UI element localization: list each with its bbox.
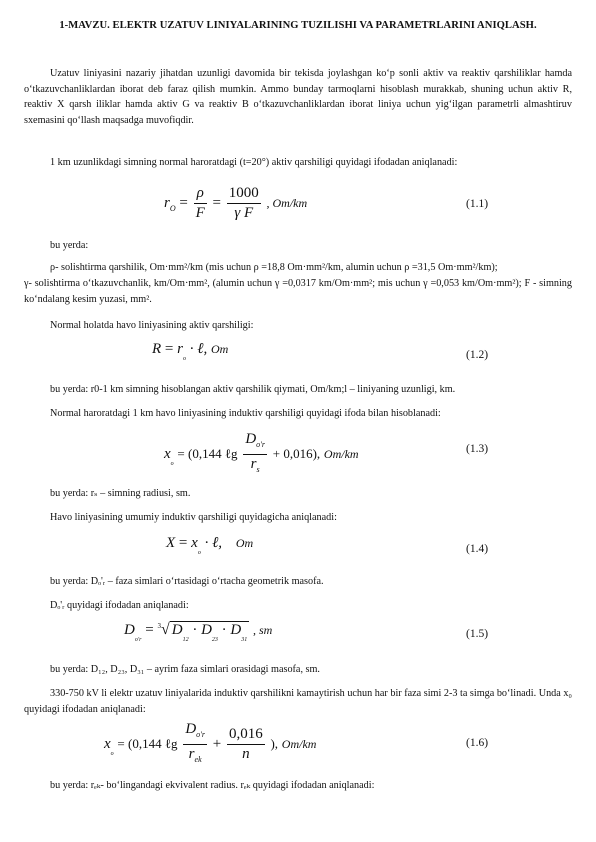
definition-gamma: γ- solishtirma o‘tkazuvchanlik, km/Om·mm², (alumin uchun γ =0,0317 km/Om·mm²; mis uchun γ =0,053 km/Om·mm²); F - simning ko‘ndalang kesim yuzasi, mm². bbox=[24, 278, 572, 305]
formula-fraction: $\frac{0,016}{n}$ bbox=[228, 726, 263, 762]
formula-subscript: o bbox=[110, 750, 114, 757]
bu-yerda-explanation: bu yerda: Dₒ'ᵣ – faza simlari o‘rtasidagi o‘rtacha geometrik masofa. bbox=[50, 576, 324, 587]
page-title: 1-MAVZU. ELEKTR UZATUV LINIYALARINING TUZILISHI VA PARAMETRLARINI ANIQLASH. bbox=[59, 20, 537, 31]
formula-1-6 bbox=[104, 720, 316, 769]
formula-1-3 bbox=[164, 430, 359, 479]
formula-operator: + 0,016), bbox=[272, 445, 321, 461]
formula-number: (1.1) bbox=[466, 198, 489, 210]
formula-subscript: o bbox=[170, 460, 174, 467]
formula-number: (1.4) bbox=[466, 543, 489, 555]
bu-yerda-explanation: bu yerda: rₑₖ- bo‘lingandagi ekvivalent radius. rₑₖ quyidagi ifodadan aniqlanadi: bbox=[50, 780, 375, 791]
formula-unit: Om bbox=[210, 342, 229, 356]
formula-unit: , sm bbox=[253, 623, 273, 637]
formula-1-5 bbox=[124, 622, 272, 649]
formula-subscript: o bbox=[182, 356, 186, 362]
formula-fraction: $\frac{D_{o'r}}{r_s}$ bbox=[245, 431, 265, 474]
formula-operator: = bbox=[179, 194, 188, 211]
paragraph-total-inductive: Havo liniyasining umumiy induktiv qarshiligi quyidagicha aniqlanadi: bbox=[50, 512, 337, 523]
formula-symbol: x bbox=[104, 735, 111, 752]
paragraph-inductive-resistance: Normal haroratdagi 1 km havo liniyasining induktiv qarshiligi quyidagi ifoda bilan hisoblanadi: bbox=[50, 408, 441, 419]
formula-operator: = (0,144 ℓg bbox=[117, 735, 178, 751]
paragraph-geometric-mean: Dₒ'ᵣ quyidagi ifodadan aniqlanadi: bbox=[50, 600, 189, 611]
root-index: 3 bbox=[157, 622, 161, 630]
formula-operator: ), bbox=[270, 735, 279, 751]
formula-unit: , Om/km bbox=[266, 195, 308, 210]
formula-symbol: r bbox=[177, 341, 183, 357]
formula-operator: = (0,144 ℓg bbox=[177, 445, 238, 461]
formula-subscript: O bbox=[169, 203, 176, 213]
formula-symbol: R bbox=[152, 341, 162, 357]
formula-number: (1.3) bbox=[466, 443, 489, 455]
formula-symbol: D bbox=[124, 622, 135, 638]
radical-sign: √ bbox=[160, 621, 170, 638]
formula-1-1 bbox=[164, 184, 307, 223]
formula-operator: = bbox=[212, 194, 221, 211]
formula-unit: Om bbox=[235, 536, 254, 550]
bu-yerda-explanation: bu yerda: D₁₂, D₂₃, D₃₁ – ayrim faza simlari orasidagi masofa, sm. bbox=[50, 664, 320, 675]
bu-yerda-explanation: bu yerda: rₛ – simning radiusi, sm. bbox=[50, 488, 191, 499]
paragraph-active-resistance: Normal holatda havo liniyasining aktiv qarshiligi: bbox=[50, 320, 254, 331]
formula-symbol: x bbox=[164, 445, 171, 462]
intro-paragraph: Uzatuv liniyasini nazariy jihatdan uzunligi davomida bir tekisda joylashgan ko‘p sonli aktiv va reaktiv qarshiliklar hamda o‘tkazuvchanliklardan iborat deb faraz qilish mumkin. Ammo bunday tarmoqlarni hisoblash murakkab, shuning uchun aktiv R, reaktiv X qarsh iliklar hamda aktiv G va reaktiv B o‘tkazuvchanliklardan iborat liniya uchun yig‘ilgan parametrli almashtiruv sxemasini qo‘llash maqsadga muvofiqdir. bbox=[24, 68, 572, 126]
formula-number: (1.2) bbox=[466, 349, 489, 361]
formula-unit: Om/km bbox=[281, 736, 317, 751]
formula-subscript: o'r bbox=[134, 637, 142, 643]
formula-fraction: $\frac{\rho}{F}$ bbox=[195, 185, 205, 221]
definition-rho: ρ- solishtirma qarshilik, Om·mm²/km (mis uchun ρ =18,8 Om·mm²/km, alumin uchun ρ =31,5 Om·mm²/km); bbox=[50, 262, 498, 273]
bu-yerda-label: bu yerda: bbox=[50, 240, 89, 251]
bu-yerda-explanation: bu yerda: r0-1 km simning hisoblangan aktiv qarshilik qiymati, Om/km;l – liniyaning uzunligi, km. bbox=[50, 384, 456, 395]
formula-fraction: $\frac{1000}{\text{γ F}}$ bbox=[228, 185, 259, 221]
formula-operator: = bbox=[178, 535, 188, 551]
paragraph-resistance-intro: 1 km uzunlikdagi simning normal haroratdagi (t=20°) aktiv qarshiligi quyidagi ifodadan aniqlanadi: bbox=[50, 157, 458, 168]
formula-subscript: o bbox=[197, 550, 201, 556]
formula-symbol: r bbox=[164, 194, 170, 211]
formula-fraction: $\frac{D_{o'r}}{r_{ek}}$ bbox=[185, 721, 205, 764]
formula-symbol: X bbox=[166, 535, 176, 551]
formula-symbol: x bbox=[191, 535, 198, 551]
formula-1-4 bbox=[166, 536, 253, 562]
formula-operator: = bbox=[145, 622, 154, 638]
radicand: $D_{12} \cdot D_{23} \cdot D_{31}$ bbox=[171, 622, 248, 643]
formula-unit: Om/km bbox=[323, 446, 359, 461]
formula-operator: + bbox=[212, 735, 222, 752]
paragraph-split-conductors: 330-750 kV li elektr uzatuv liniyalarida induktiv qarshilikni kamaytirish uchun har bir faza simi 2-3 ta simga bo‘linadi. Unda x₀ quyidagi ifodadan aniqlanadi: bbox=[24, 688, 572, 715]
formula-number: (1.5) bbox=[466, 628, 489, 640]
formula-operator: · ℓ, bbox=[189, 341, 208, 357]
formula-operator: · ℓ, bbox=[204, 535, 223, 551]
formula-operator: = bbox=[164, 341, 174, 357]
formula-number: (1.6) bbox=[466, 737, 489, 749]
formula-1-2 bbox=[152, 342, 228, 368]
